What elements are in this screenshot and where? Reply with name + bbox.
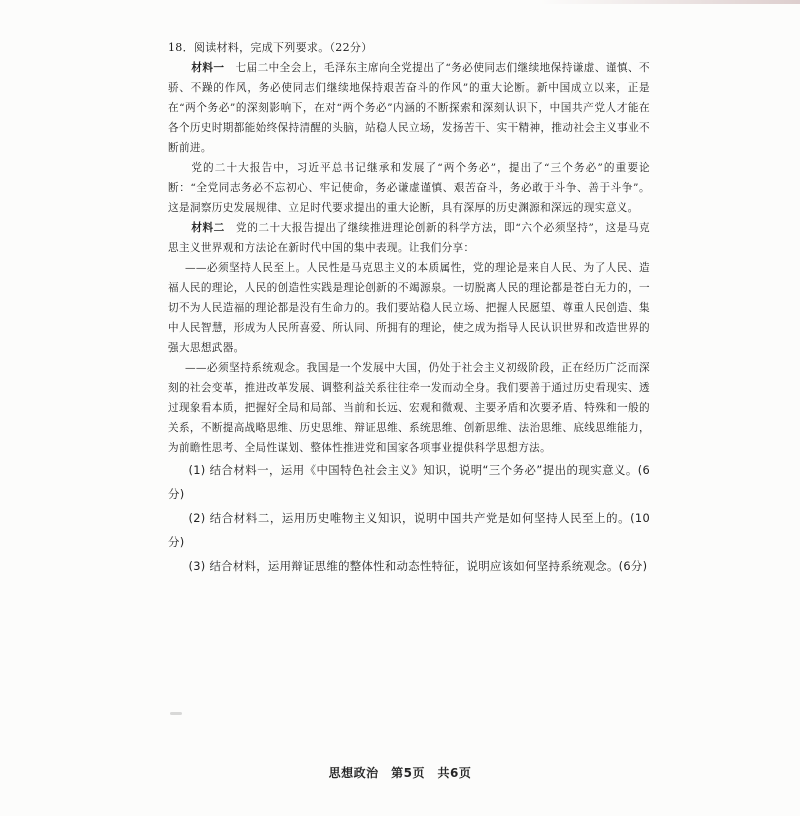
material-two-systems-view: ——必须坚持系统观念。我国是一个发展中大国，仍处于社会主义初级阶段，正在经历广泛而深刻的社会变革，推进改革发展、调整利益关系往往牵一发而动全身。我们要善于通过历史看现实、透过现象看本质，把握好全局和局部、当前和长远、宏观和微观、主要矛盾和次要矛盾、特殊和一般的关系，不断提高战略思维、历史思维、辩证思维、系统思维、创新思维、法治思维、底线思维能力，为前瞻性思考、全局性谋划、整体性推进党和国家各项事业提供科学思想方法。 [168,362,650,454]
scan-speck [170,712,182,715]
sub-question-1: (1) 结合材料一，运用《中国特色社会主义》知识，说明“三个务必”提出的现实意义。(6分) [168,463,650,501]
material-one-paragraph-2: 党的二十大报告中，习近平总书记继承和发展了“两个务必”，提出了“三个务必”的重要论断：“全党同志务必不忘初心、牢记使命，务必谦虚谨慎、艰苦奋斗，务必敢于斗争、善于斗争”。这是洞察历史发展规律、立足时代要求提出的重大论断，具有深厚的历史渊源和深远的现实意义。 [168,162,650,214]
material-two-people-first: ——必须坚持人民至上。人民性是马克思主义的本质属性，党的理论是来自人民、为了人民、造福人民的理论，人民的创造性实践是理论创新的不竭源泉。一切脱离人民的理论都是苍白无力的，一切不为人民造福的理论都是没有生命力的。我们要站稳人民立场、把握人民愿望、尊重人民创造、集中人民智慧，形成为人民所喜爱、所认同、所拥有的理论，使之成为指导人民认识世界和改造世界的强大思想武器。 [168,262,650,354]
page-footer: 思想政治 第5页 共6页 [328,766,472,780]
sub-question-3: (3) 结合材料，运用辩证思维的整体性和动态性特征，说明应该如何坚持系统观念。(6分) [188,559,648,573]
material-two-paragraph-1 [168,218,650,258]
question-header: 18．阅读材料，完成下列要求。（22分） [168,41,373,54]
scan-artifact [540,0,800,4]
material-one-text-1: 七届二中全会上，毛泽东主席向全党提出了“务必使同志们继续地保持谦虚、谨慎、不骄、不躁的作风，务必使同志们继续地保持艰苦奋斗的作风”的重大论断。新中国成立以来，正是在“两个务必”的深刻影响下，在对“两个务必”内涵的不断探索和深刻认识下，中国共产党人才能在各个历史时期都能始终保持清醒的头脑，站稳人民立场，发扬苦干、实干精神，推动社会主义事业不断前进。 [168,62,650,154]
question-18-block [168,38,650,578]
sub-question-2: (2) 结合材料二，运用历史唯物主义知识，说明中国共产党是如何坚持人民至上的。(10分) [168,511,650,549]
material-two-label: 材料二 [191,222,225,234]
material-one-label: 材料一 [191,62,225,74]
material-two-text-1: 党的二十大报告提出了继续推进理论创新的科学方法，即“六个必须坚持”，这是马克思主义世界观和方法论在新时代中国的集中表现。让我们分享： [168,222,650,254]
material-one-paragraph-1 [168,58,650,158]
